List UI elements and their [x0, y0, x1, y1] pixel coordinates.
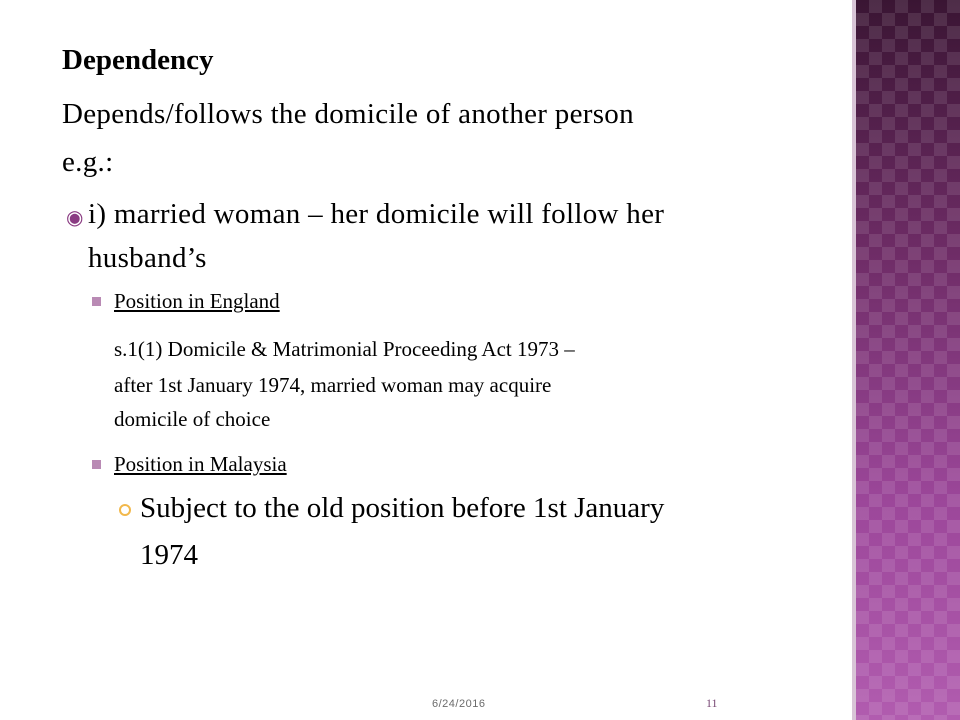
intro-line-1: Depends/follows the domicile of another person	[62, 98, 634, 130]
sub1-title: Position in England	[114, 289, 280, 313]
sub1-body-line-1: s.1(1) Domicile & Matrimonial Proceeding Act 1973 –	[114, 337, 575, 361]
sub2-title: Position in Malaysia	[114, 452, 287, 476]
target-bullet-icon: ◉	[66, 207, 84, 229]
item1-line-1: i) married woman – her domicile will follow her	[88, 198, 665, 230]
slide-heading: Dependency	[62, 44, 214, 76]
sub1-body-line-2: after 1st January 1974, married woman may acquire	[114, 373, 552, 397]
intro-line-2: e.g.:	[62, 146, 114, 178]
square-bullet-icon	[92, 460, 101, 469]
decorative-side-panel	[856, 0, 960, 720]
square-bullet-icon	[92, 297, 101, 306]
circle-bullet-icon	[119, 504, 131, 516]
item1-line-2: husband’s	[88, 242, 207, 274]
footer-date: 6/24/2016	[432, 698, 486, 710]
sub1-body-line-3: domicile of choice	[114, 407, 271, 431]
page-number: 11	[706, 696, 718, 710]
sub2-point-line-2: 1974	[140, 539, 198, 571]
sub2-point-line-1: Subject to the old position before 1st January	[140, 492, 665, 524]
